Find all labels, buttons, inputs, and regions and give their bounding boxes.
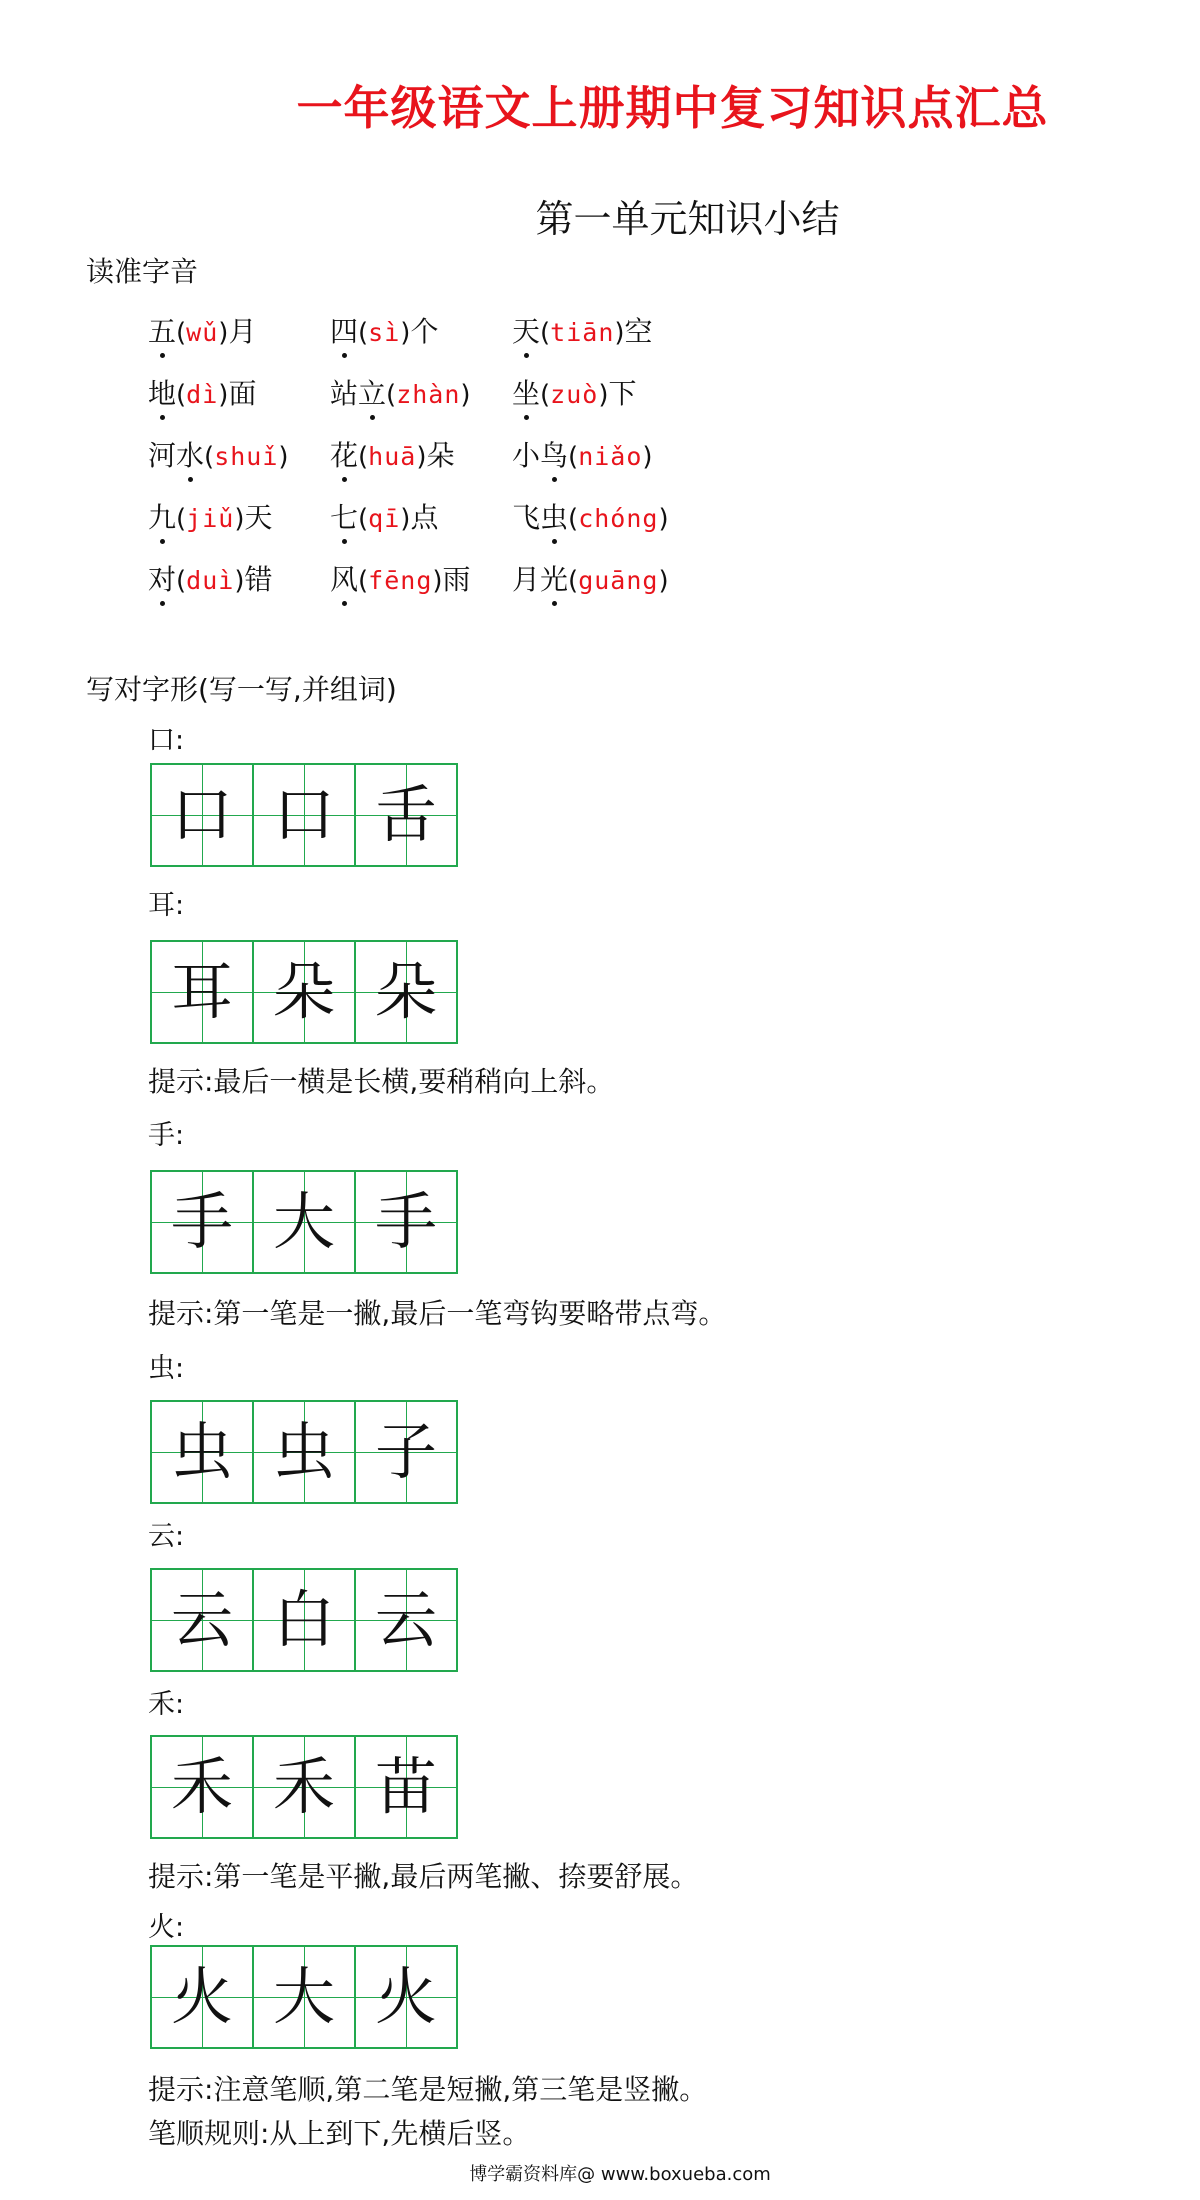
character-label: 云: (148, 1521, 185, 1552)
character-label: 虫: (148, 1353, 185, 1384)
open-paren: ( (358, 318, 369, 348)
grid-cell (252, 1735, 356, 1839)
writing-tip: 提示:第一笔是平撇,最后两笔撇、捺要舒展。 (148, 1860, 699, 1893)
pinyin-text: dì (186, 380, 219, 409)
open-paren: ( (568, 504, 579, 534)
word-prefix: 飞 (512, 501, 541, 534)
grid-cell (150, 1400, 254, 1504)
grid-character: 耳 (170, 955, 233, 1028)
pinyin-text: qī (368, 504, 401, 533)
grid-character: 禾 (272, 1750, 335, 1823)
grid-character: 口 (170, 778, 233, 851)
word-suffix: 个 (410, 315, 439, 348)
grid-cell (252, 1945, 356, 2049)
dotted-character: 虫 (540, 496, 568, 536)
pinyin-item (330, 496, 438, 536)
grid-character: 云 (374, 1583, 437, 1656)
dotted-character: 七 (330, 496, 358, 536)
pinyin-text: wǔ (186, 318, 219, 347)
word-suffix: 错 (244, 563, 273, 596)
grid-character: 白 (272, 1583, 335, 1656)
grid-character: 舌 (374, 778, 437, 851)
dotted-character: 天 (512, 310, 540, 350)
close-paren: ) (432, 566, 443, 596)
grid-cell (354, 1170, 458, 1274)
pinyin-text: fēng (368, 566, 433, 595)
grid-cell (150, 1170, 254, 1274)
grid-character: 朵 (374, 955, 437, 1028)
word-suffix: 朵 (426, 439, 455, 472)
close-paren: ) (400, 504, 411, 534)
footer-watermark: 博学霸资料库@ www.boxueba.com (469, 2164, 771, 2185)
pinyin-text: niǎo (578, 442, 643, 471)
pinyin-text: jiǔ (186, 504, 235, 533)
grid-cell (252, 1170, 356, 1274)
open-paren: ( (176, 504, 187, 534)
pinyin-text: zhàn (396, 380, 461, 409)
close-paren: ) (400, 318, 411, 348)
grid-character: 虫 (170, 1415, 233, 1488)
close-paren: ) (218, 318, 229, 348)
open-paren: ( (568, 442, 579, 472)
close-paren: ) (416, 442, 427, 472)
close-paren: ) (658, 566, 669, 596)
pinyin-text: huā (368, 442, 417, 471)
close-paren: ) (218, 380, 229, 410)
pinyin-text: shuǐ (214, 442, 279, 471)
grid-cell (354, 940, 458, 1044)
open-paren: ( (540, 318, 551, 348)
close-paren: ) (234, 566, 245, 596)
open-paren: ( (386, 380, 397, 410)
dotted-character: 对 (148, 558, 176, 598)
pinyin-item (148, 434, 289, 474)
grid-cell (252, 763, 356, 867)
character-label: 口: (148, 725, 185, 756)
dotted-character: 风 (330, 558, 358, 598)
pinyin-text: zuò (550, 380, 599, 409)
grid-character: 虫 (272, 1415, 335, 1488)
dotted-character: 九 (148, 496, 176, 536)
word-prefix: 小 (512, 439, 541, 472)
open-paren: ( (540, 380, 551, 410)
dotted-character: 光 (540, 558, 568, 598)
grid-cell (150, 940, 254, 1044)
grid-cell (150, 1568, 254, 1672)
grid-cell (252, 1400, 356, 1504)
grid-character: 手 (374, 1185, 437, 1258)
pinyin-item (512, 558, 669, 598)
open-paren: ( (176, 318, 187, 348)
stroke-order-rule: 笔顺规则:从上到下,先横后竖。 (148, 2117, 531, 2150)
grid-cell (354, 1568, 458, 1672)
open-paren: ( (358, 442, 369, 472)
dotted-character: 立 (358, 372, 386, 412)
pinyin-item (512, 496, 669, 536)
pinyin-item (148, 310, 256, 350)
grid-cell (354, 1735, 458, 1839)
pinyin-item (512, 372, 637, 412)
open-paren: ( (568, 566, 579, 596)
open-paren: ( (358, 566, 369, 596)
pinyin-text: tiān (550, 318, 615, 347)
close-paren: ) (234, 504, 245, 534)
tianzige-grid (150, 1568, 456, 1670)
page-title: 一年级语文上册期中复习知识点汇总 (296, 81, 1049, 135)
character-label: 手: (148, 1120, 185, 1151)
pinyin-item (148, 372, 256, 412)
word-prefix: 月 (512, 563, 541, 596)
word-prefix: 河 (148, 439, 177, 472)
pinyin-text: guāng (578, 566, 659, 595)
unit-title: 第一单元知识小结 (535, 197, 840, 241)
writing-tip: 提示:注意笔顺,第二笔是短撇,第三笔是竖撇。 (148, 2073, 708, 2106)
grid-cell (252, 940, 356, 1044)
grid-cell (354, 1400, 458, 1504)
word-suffix: 天 (244, 501, 273, 534)
pinyin-text: sì (368, 318, 401, 347)
grid-character: 禾 (170, 1750, 233, 1823)
close-paren: ) (598, 380, 609, 410)
pinyin-item (330, 372, 471, 412)
grid-character: 朵 (272, 955, 335, 1028)
pinyin-item (330, 558, 471, 598)
pinyin-text: chóng (578, 504, 659, 533)
writing-tip: 提示:最后一横是长横,要稍稍向上斜。 (148, 1065, 615, 1098)
dotted-character: 四 (330, 310, 358, 350)
pinyin-item (330, 434, 455, 474)
character-label: 耳: (148, 890, 185, 921)
word-suffix: 面 (228, 377, 257, 410)
grid-cell (252, 1568, 356, 1672)
close-paren: ) (658, 504, 669, 534)
open-paren: ( (204, 442, 215, 472)
word-suffix: 雨 (442, 563, 471, 596)
grid-cell (150, 763, 254, 867)
dotted-character: 坐 (512, 372, 540, 412)
dotted-character: 水 (176, 434, 204, 474)
word-suffix: 下 (608, 377, 637, 410)
grid-character: 口 (272, 778, 335, 851)
grid-cell (354, 1945, 458, 2049)
close-paren: ) (278, 442, 289, 472)
pinyin-item (148, 496, 273, 536)
grid-character: 大 (272, 1960, 335, 2033)
grid-character: 火 (170, 1960, 233, 2033)
word-prefix: 站 (330, 377, 359, 410)
dotted-character: 五 (148, 310, 176, 350)
grid-character: 火 (374, 1960, 437, 2033)
open-paren: ( (176, 380, 187, 410)
grid-character: 大 (272, 1185, 335, 1258)
word-suffix: 空 (624, 315, 653, 348)
close-paren: ) (460, 380, 471, 410)
grid-character: 云 (170, 1583, 233, 1656)
tianzige-grid (150, 763, 456, 865)
pinyin-item (512, 434, 653, 474)
tianzige-grid (150, 1735, 456, 1837)
tianzige-grid (150, 1400, 456, 1502)
grid-cell (150, 1945, 254, 2049)
tianzige-grid (150, 1945, 456, 2047)
pinyin-item (330, 310, 438, 350)
open-paren: ( (176, 566, 187, 596)
grid-character: 手 (170, 1185, 233, 1258)
character-label: 火: (148, 1912, 185, 1943)
dotted-character: 鸟 (540, 434, 568, 474)
pinyin-item (148, 558, 273, 598)
close-paren: ) (642, 442, 653, 472)
close-paren: ) (614, 318, 625, 348)
pinyin-item (512, 310, 653, 350)
grid-cell (150, 1735, 254, 1839)
open-paren: ( (358, 504, 369, 534)
tianzige-grid (150, 1170, 456, 1272)
grid-character: 苗 (374, 1750, 437, 1823)
character-label: 禾: (148, 1689, 185, 1720)
word-suffix: 月 (228, 315, 257, 348)
grid-cell (354, 763, 458, 867)
writing-heading: 写对字形(写一写,并组词) (86, 673, 397, 706)
pronunciation-heading: 读准字音 (86, 255, 199, 288)
word-suffix: 点 (410, 501, 439, 534)
dotted-character: 花 (330, 434, 358, 474)
tianzige-grid (150, 940, 456, 1042)
dotted-character: 地 (148, 372, 176, 412)
grid-character: 子 (374, 1415, 437, 1488)
pinyin-text: duì (186, 566, 235, 595)
writing-tip: 提示:第一笔是一撇,最后一笔弯钩要略带点弯。 (148, 1297, 727, 1330)
